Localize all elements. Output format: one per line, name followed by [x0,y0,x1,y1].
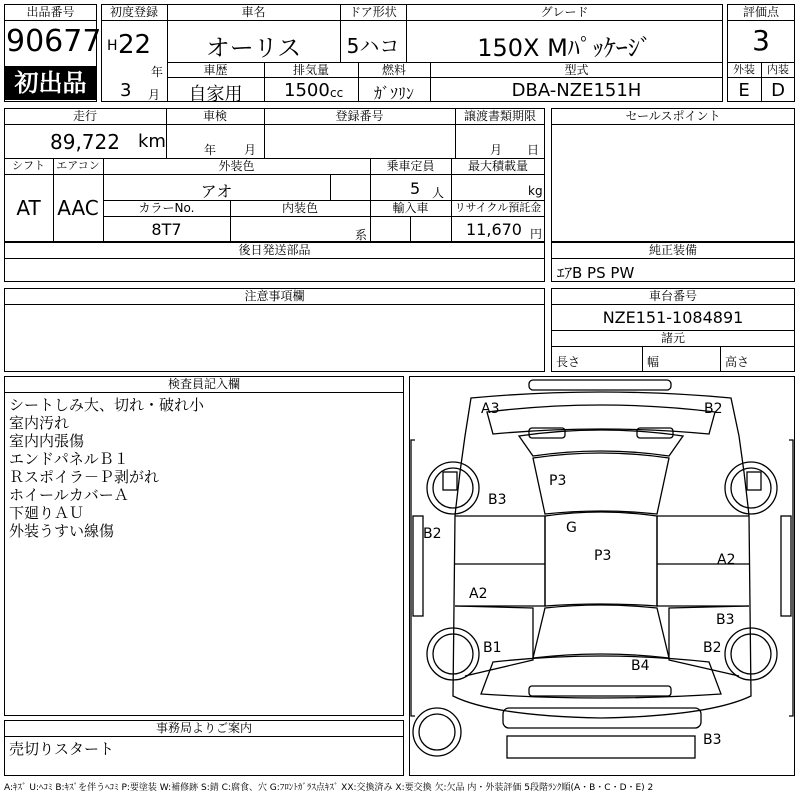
damage-mark-right-door: A2 [717,552,736,568]
damage-mark-rear-right: B2 [703,640,722,656]
era: H [107,38,118,54]
transfer-day-unit: 日 [527,143,540,157]
recycle-unit: 円 [530,227,543,241]
max-load-label: 最大積載量 [467,159,528,173]
width-label: 幅 [647,355,660,369]
sales-point-box [551,108,795,242]
capacity: 5 [410,179,421,198]
damage-mark-left-side: B2 [423,526,442,542]
grade: 150X Mﾊﾟｯｹｰｼﾞ [477,34,652,62]
inspection-month-unit: 月 [244,143,257,157]
inspector-remarks [9,396,399,540]
damage-mark-trunk: B4 [631,658,650,674]
exterior-grade: E [738,80,750,101]
ext-color: アオ [200,182,233,201]
damage-mark-rear-left: B1 [483,640,502,656]
dimensions-label: 諸元 [660,331,685,345]
chassis-number: NZE151-1084891 [602,308,744,327]
damage-mark-windshield: G [566,520,577,536]
legend: A:ｷｽﾞ U:ﾍｺﾐ B:ｷｽﾞを伴うﾍｺﾐ P:要塗装 W:補修跡 S:錆 C:腐食、穴 G:ﾌﾛﾝﾄｶﾞﾗｽ点ｷｽﾞ XX:交換済み X:要交換 欠:欠品 内・外装評価 5段階ﾗﾝｸ順(A・B・C・D・E) 2 [4,783,654,793]
first-reg-label: 初度登録 [109,5,158,19]
inspection-label: 車検 [202,109,227,123]
inspector-label: 検査員記入欄 [167,377,240,391]
ext-color-label: 外装色 [218,159,255,173]
int-color-unit: 系 [355,228,368,242]
chassis-label: 車台番号 [648,289,697,303]
equipment-label: 純正装備 [648,243,697,257]
remark-line: 下廻りＡＵ [9,504,85,522]
car-name: オーリス [205,34,302,62]
office-text: 売切りスタート [9,740,115,758]
equipment: ｴｱB PS PW [557,264,635,282]
sales-point-label: セールスポイント [625,109,721,123]
remark-line: 室内汚れ [9,414,70,432]
interior-label: 内装 [767,63,789,76]
int-color-label: 内装色 [281,201,318,215]
remark-line: ホイールカバーＡ [9,486,129,504]
car-name-label: 車名 [241,5,266,19]
fuel-label: 燃料 [381,63,406,77]
reg-year: 22 [118,30,152,60]
damage-mark-roof: P3 [594,548,612,564]
door-label: ドア形状 [349,5,397,19]
shift-label: シフト [12,159,45,172]
grade-label: グレード [540,5,589,19]
mileage: 89,722 [50,130,120,154]
damage-mark-fender-left: B3 [488,492,507,508]
import-label: 輸入車 [392,201,429,215]
vehicle-info-grid [4,108,545,242]
recycle-amount: 11,670 [466,220,522,239]
displacement: 1500 [284,80,330,101]
reg-month: 3 [120,80,132,101]
exterior-label: 外装 [733,63,755,76]
displacement-unit: cc [330,86,344,100]
height-label: 高さ [725,355,750,369]
score-label: 評価点 [742,5,779,19]
model-label: 型式 [564,63,589,77]
office-label: 事務局よりご案内 [155,721,252,735]
capacity-unit: 人 [432,186,445,200]
history: 自家用 [188,84,243,105]
later-parts-label: 後日発送部品 [238,243,311,257]
car-diagram [409,376,795,776]
model: DBA-NZE151H [511,80,642,101]
damage-mark-hood: P3 [549,473,567,489]
history-label: 車歴 [203,63,228,77]
interior-grade: D [771,80,785,101]
ac: AAC [57,196,99,220]
color-no: 8T7 [151,220,182,239]
reg-month-unit: 月 [148,88,161,102]
length-label: 長さ [556,355,581,369]
remark-line: エンドパネルＢ１ [9,450,129,468]
recycle-label: リサイクル預託金 [454,201,542,214]
damage-mark-front-left: A3 [481,401,500,417]
transfer-month-unit: 月 [490,143,503,157]
fuel: ｶﾞｿﾘﾝ [373,84,414,103]
lot-number: 90677 [6,24,102,59]
max-load-unit: kg [528,184,543,198]
damage-mark-front-right: B2 [704,401,723,417]
remark-line: シートしみ大、切れ・破れ小 [9,396,205,414]
first-listing-text: 初出品 [14,69,87,97]
score: 3 [752,24,770,57]
notes-label: 注意事項欄 [244,289,305,303]
ac-label: エアコン [56,159,100,172]
first-listing-badge [5,66,96,100]
door-type: 5ハコ [346,34,400,58]
lot-number-label: 出品番号 [26,5,75,19]
damage-mark-left-rear-door: A2 [469,586,488,602]
transfer-label: 譲渡書類期限 [463,109,536,123]
registration-label: 登録番号 [335,109,384,123]
remark-line: Ｒスポイラ－Ｐ剥がれ [9,468,160,486]
displacement-label: 排気量 [292,63,329,77]
shift: AT [16,196,41,220]
damage-mark-rear-bumper: B3 [703,732,722,748]
mileage-label: 走行 [72,109,97,123]
capacity-label: 乗車定員 [386,159,435,173]
color-no-label: カラーNo. [138,201,195,215]
reg-year-unit: 年 [151,65,164,79]
remark-line: 室内内張傷 [9,432,85,450]
inspection-year-unit: 年 [204,143,217,157]
mileage-unit: km [138,131,166,152]
remark-line: 外装うすい線傷 [9,522,115,540]
damage-mark-right-rear: B3 [716,612,735,628]
